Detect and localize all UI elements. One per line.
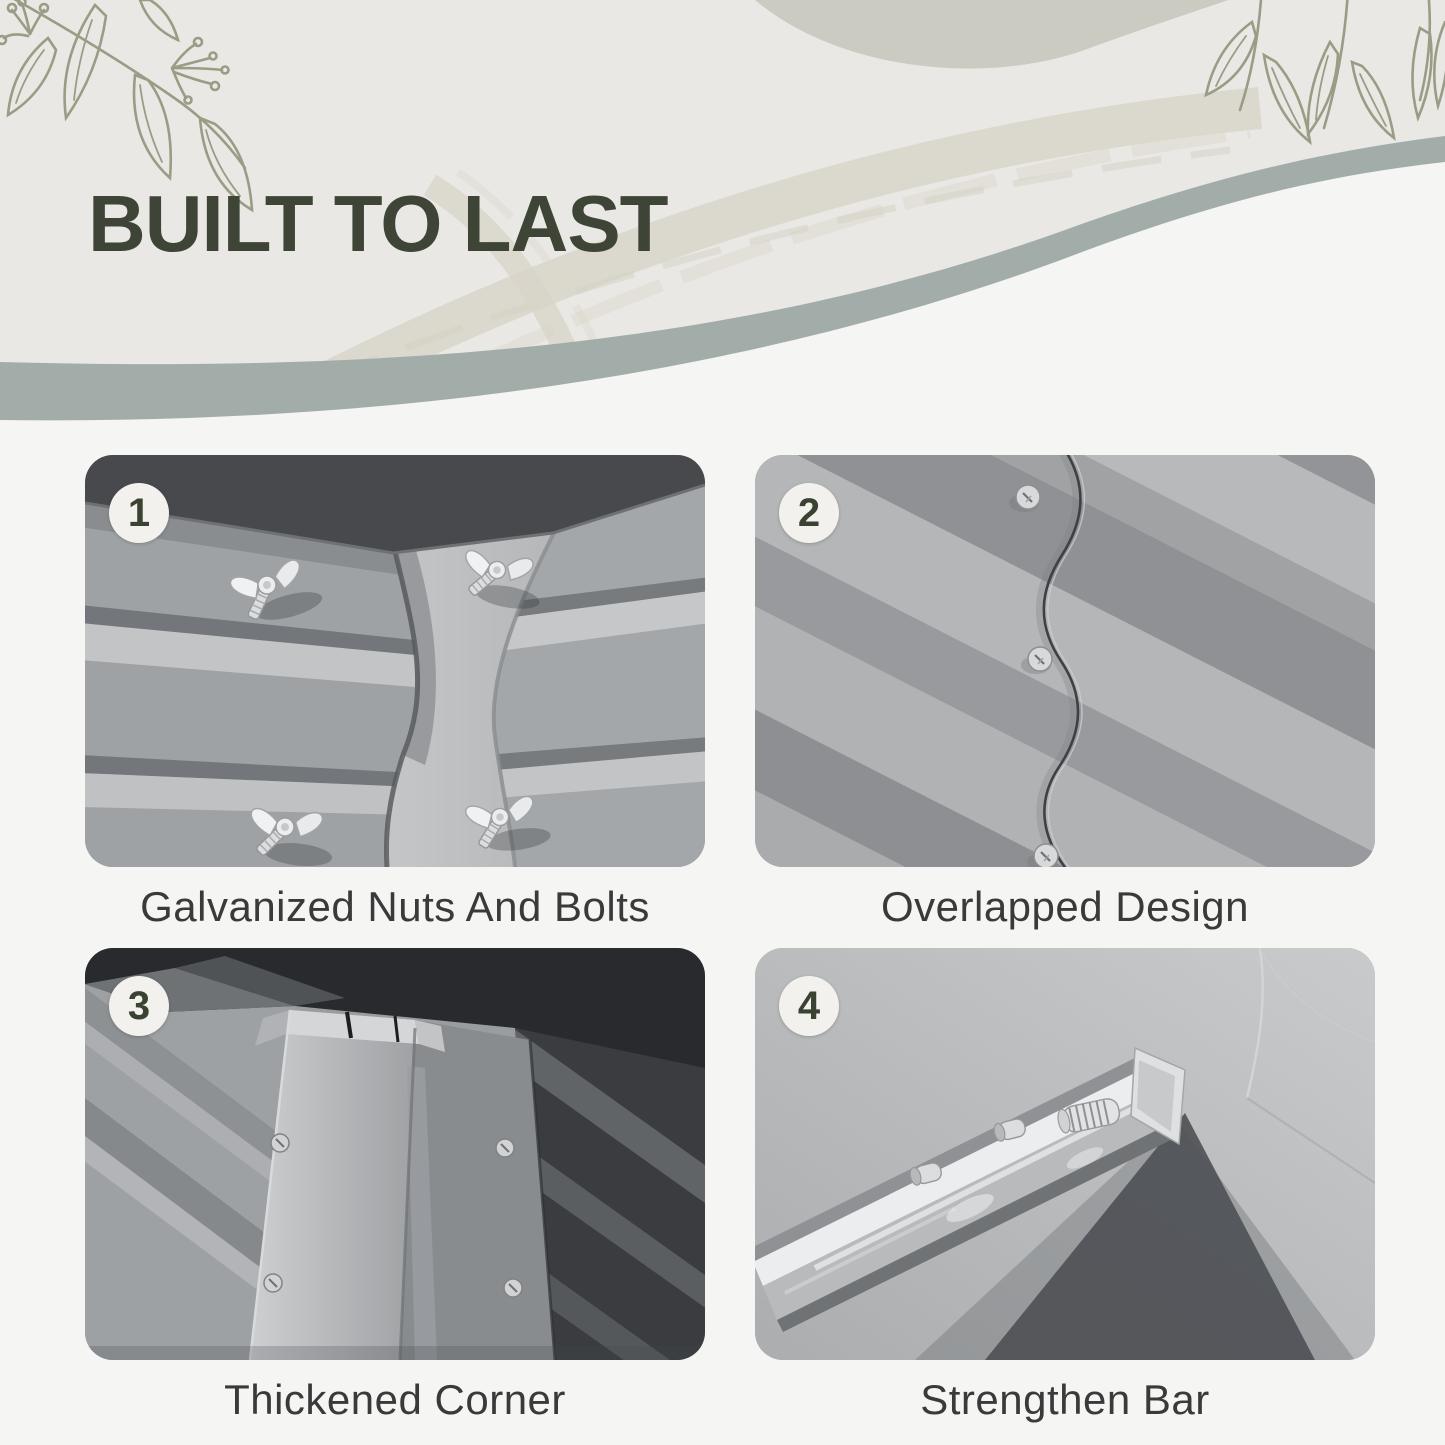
feature-number-badge <box>779 483 839 543</box>
feature-photo-overlapped-design <box>755 455 1375 867</box>
feature-number: 3 <box>127 984 151 1028</box>
feature-photo-strengthen-bar <box>755 948 1375 1360</box>
feature-card-thickened-corner <box>85 948 705 1424</box>
corner-post-illustration <box>85 948 705 1360</box>
feature-caption: Thickened Corner <box>224 1376 566 1423</box>
page-title: BUILT TO LAST <box>88 179 668 268</box>
feature-card-nuts-bolts <box>85 455 705 931</box>
feature-number-badge <box>779 976 839 1036</box>
feature-photo-nuts-bolts <box>85 455 705 867</box>
overlapped-sheets-illustration <box>755 455 1375 867</box>
feature-number: 1 <box>127 491 151 535</box>
corner-post <box>250 1010 555 1360</box>
strengthen-bar-illustration <box>755 948 1375 1360</box>
feature-card-strengthen-bar <box>755 948 1375 1424</box>
feature-number: 2 <box>797 491 821 535</box>
feature-caption: Overlapped Design <box>880 883 1250 930</box>
header <box>0 0 1445 500</box>
feature-card-overlapped-design <box>755 455 1375 931</box>
feature-caption: Strengthen Bar <box>920 1376 1210 1423</box>
wing-nut-bolts-illustration <box>85 455 705 867</box>
feature-number-badge <box>109 976 169 1036</box>
feature-photo-thickened-corner <box>85 948 705 1360</box>
feature-caption: Galvanized Nuts And Bolts <box>140 883 650 930</box>
feature-number: 4 <box>797 984 821 1028</box>
feature-number-badge <box>109 483 169 543</box>
